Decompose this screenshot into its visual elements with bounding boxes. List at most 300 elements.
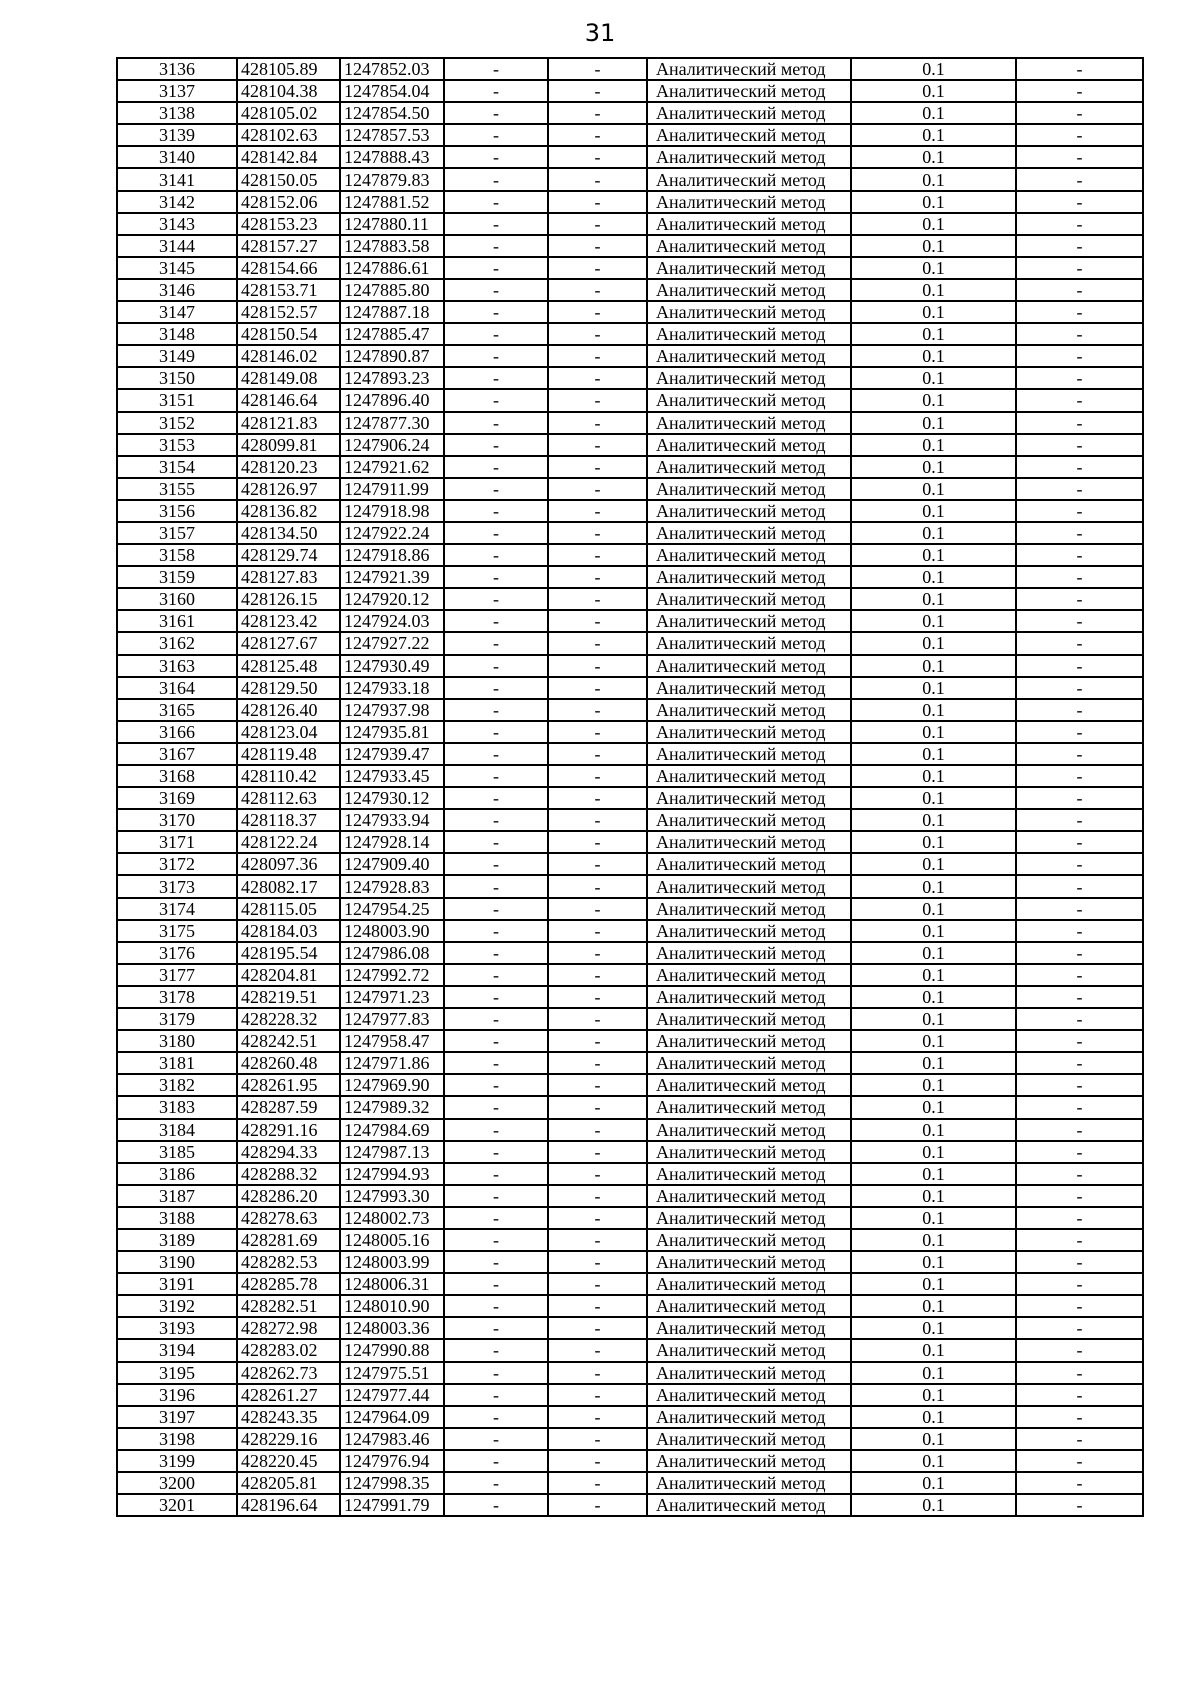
point-number-cell: 3171: [117, 831, 237, 853]
method-cell: Аналитический метод: [647, 80, 851, 102]
table-row: [117, 279, 1143, 301]
y-coordinate-cell: 1247975.51: [340, 1362, 444, 1384]
dash-cell: -: [1016, 920, 1143, 942]
accuracy-cell: 0.1: [851, 942, 1016, 964]
dash-cell: -: [444, 1008, 548, 1030]
accuracy-cell: 0.1: [851, 1163, 1016, 1185]
x-coordinate-cell: 428146.64: [237, 389, 340, 411]
point-number-cell: 3143: [117, 213, 237, 235]
dash-cell: -: [1016, 191, 1143, 213]
table-row: [117, 1251, 1143, 1273]
method-cell: Аналитический метод: [647, 765, 851, 787]
dash-cell: -: [1016, 1450, 1143, 1472]
method-cell: Аналитический метод: [647, 853, 851, 875]
accuracy-cell: 0.1: [851, 677, 1016, 699]
table-row: [117, 367, 1143, 389]
point-number-cell: 3149: [117, 345, 237, 367]
y-coordinate-cell: 1247921.62: [340, 456, 444, 478]
dash-cell: -: [1016, 1119, 1143, 1141]
dash-cell: -: [1016, 1472, 1143, 1494]
accuracy-cell: 0.1: [851, 1052, 1016, 1074]
accuracy-cell: 0.1: [851, 213, 1016, 235]
accuracy-cell: 0.1: [851, 58, 1016, 80]
accuracy-cell: 0.1: [851, 964, 1016, 986]
point-number-cell: 3168: [117, 765, 237, 787]
dash-cell: -: [444, 279, 548, 301]
dash-cell: -: [548, 721, 647, 743]
dash-cell: -: [548, 1251, 647, 1273]
dash-cell: -: [444, 964, 548, 986]
y-coordinate-cell: 1247854.50: [340, 102, 444, 124]
y-coordinate-cell: 1247857.53: [340, 124, 444, 146]
y-coordinate-cell: 1247918.86: [340, 544, 444, 566]
dash-cell: -: [548, 787, 647, 809]
x-coordinate-cell: 428228.32: [237, 1008, 340, 1030]
method-cell: Аналитический метод: [647, 1317, 851, 1339]
point-number-cell: 3181: [117, 1052, 237, 1074]
dash-cell: -: [444, 434, 548, 456]
x-coordinate-cell: 428122.24: [237, 831, 340, 853]
method-cell: Аналитический метод: [647, 632, 851, 654]
dash-cell: -: [548, 1295, 647, 1317]
x-coordinate-cell: 428105.89: [237, 58, 340, 80]
point-number-cell: 3162: [117, 632, 237, 654]
dash-cell: -: [444, 58, 548, 80]
y-coordinate-cell: 1247987.13: [340, 1141, 444, 1163]
dash-cell: -: [548, 588, 647, 610]
y-coordinate-cell: 1247927.22: [340, 632, 444, 654]
accuracy-cell: 0.1: [851, 235, 1016, 257]
method-cell: Аналитический метод: [647, 1406, 851, 1428]
table-row: [117, 898, 1143, 920]
dash-cell: -: [444, 500, 548, 522]
y-coordinate-cell: 1248010.90: [340, 1295, 444, 1317]
y-coordinate-cell: 1247909.40: [340, 853, 444, 875]
accuracy-cell: 0.1: [851, 1450, 1016, 1472]
dash-cell: -: [1016, 478, 1143, 500]
dash-cell: -: [548, 875, 647, 897]
accuracy-cell: 0.1: [851, 345, 1016, 367]
x-coordinate-cell: 428195.54: [237, 942, 340, 964]
point-number-cell: 3199: [117, 1450, 237, 1472]
method-cell: Аналитический метод: [647, 213, 851, 235]
method-cell: Аналитический метод: [647, 500, 851, 522]
accuracy-cell: 0.1: [851, 146, 1016, 168]
dash-cell: -: [444, 146, 548, 168]
point-number-cell: 3157: [117, 522, 237, 544]
table-row: [117, 721, 1143, 743]
table-row: [117, 1030, 1143, 1052]
dash-cell: -: [1016, 500, 1143, 522]
point-number-cell: 3163: [117, 655, 237, 677]
accuracy-cell: 0.1: [851, 831, 1016, 853]
dash-cell: -: [444, 1096, 548, 1118]
dash-cell: -: [444, 1119, 548, 1141]
method-cell: Аналитический метод: [647, 655, 851, 677]
table-row: [117, 1096, 1143, 1118]
dash-cell: -: [548, 920, 647, 942]
dash-cell: -: [444, 898, 548, 920]
dash-cell: -: [1016, 80, 1143, 102]
y-coordinate-cell: 1247977.44: [340, 1384, 444, 1406]
accuracy-cell: 0.1: [851, 500, 1016, 522]
y-coordinate-cell: 1247893.23: [340, 367, 444, 389]
accuracy-cell: 0.1: [851, 434, 1016, 456]
dash-cell: -: [1016, 853, 1143, 875]
dash-cell: -: [444, 1030, 548, 1052]
point-number-cell: 3179: [117, 1008, 237, 1030]
dash-cell: -: [548, 986, 647, 1008]
dash-cell: -: [1016, 1207, 1143, 1229]
point-number-cell: 3201: [117, 1494, 237, 1516]
dash-cell: -: [548, 1273, 647, 1295]
dash-cell: -: [444, 986, 548, 1008]
dash-cell: -: [444, 124, 548, 146]
dash-cell: -: [548, 610, 647, 632]
dash-cell: -: [444, 853, 548, 875]
dash-cell: -: [444, 235, 548, 257]
dash-cell: -: [1016, 721, 1143, 743]
dash-cell: -: [548, 146, 647, 168]
table-row: [117, 80, 1143, 102]
dash-cell: -: [444, 1428, 548, 1450]
method-cell: Аналитический метод: [647, 787, 851, 809]
dash-cell: -: [1016, 765, 1143, 787]
dash-cell: -: [548, 434, 647, 456]
dash-cell: -: [548, 389, 647, 411]
accuracy-cell: 0.1: [851, 1030, 1016, 1052]
method-cell: Аналитический метод: [647, 1339, 851, 1361]
x-coordinate-cell: 428150.54: [237, 323, 340, 345]
method-cell: Аналитический метод: [647, 58, 851, 80]
point-number-cell: 3146: [117, 279, 237, 301]
accuracy-cell: 0.1: [851, 1406, 1016, 1428]
x-coordinate-cell: 428146.02: [237, 345, 340, 367]
dash-cell: -: [444, 655, 548, 677]
y-coordinate-cell: 1247964.09: [340, 1406, 444, 1428]
accuracy-cell: 0.1: [851, 875, 1016, 897]
dash-cell: -: [1016, 367, 1143, 389]
y-coordinate-cell: 1247933.94: [340, 809, 444, 831]
dash-cell: -: [548, 1339, 647, 1361]
table-row: [117, 743, 1143, 765]
accuracy-cell: 0.1: [851, 124, 1016, 146]
accuracy-cell: 0.1: [851, 456, 1016, 478]
dash-cell: -: [444, 301, 548, 323]
dash-cell: -: [548, 191, 647, 213]
accuracy-cell: 0.1: [851, 986, 1016, 1008]
method-cell: Аналитический метод: [647, 1074, 851, 1096]
x-coordinate-cell: 428126.97: [237, 478, 340, 500]
point-number-cell: 3178: [117, 986, 237, 1008]
table-row: [117, 765, 1143, 787]
x-coordinate-cell: 428127.67: [237, 632, 340, 654]
point-number-cell: 3174: [117, 898, 237, 920]
dash-cell: -: [548, 124, 647, 146]
dash-cell: -: [444, 566, 548, 588]
dash-cell: -: [444, 875, 548, 897]
method-cell: Аналитический метод: [647, 323, 851, 345]
dash-cell: -: [548, 1362, 647, 1384]
x-coordinate-cell: 428102.63: [237, 124, 340, 146]
dash-cell: -: [548, 1428, 647, 1450]
accuracy-cell: 0.1: [851, 168, 1016, 190]
method-cell: Аналитический метод: [647, 191, 851, 213]
table-row: [117, 1428, 1143, 1450]
accuracy-cell: 0.1: [851, 588, 1016, 610]
point-number-cell: 3139: [117, 124, 237, 146]
x-coordinate-cell: 428205.81: [237, 1472, 340, 1494]
dash-cell: -: [548, 1406, 647, 1428]
x-coordinate-cell: 428243.35: [237, 1406, 340, 1428]
y-coordinate-cell: 1247885.47: [340, 323, 444, 345]
dash-cell: -: [444, 345, 548, 367]
table-row: [117, 58, 1143, 80]
dash-cell: -: [548, 831, 647, 853]
dash-cell: -: [444, 721, 548, 743]
table-row: [117, 301, 1143, 323]
method-cell: Аналитический метод: [647, 1362, 851, 1384]
y-coordinate-cell: 1247983.46: [340, 1428, 444, 1450]
accuracy-cell: 0.1: [851, 1141, 1016, 1163]
dash-cell: -: [548, 1008, 647, 1030]
y-coordinate-cell: 1247939.47: [340, 743, 444, 765]
x-coordinate-cell: 428282.53: [237, 1251, 340, 1273]
x-coordinate-cell: 428220.45: [237, 1450, 340, 1472]
table-row: [117, 1339, 1143, 1361]
accuracy-cell: 0.1: [851, 301, 1016, 323]
y-coordinate-cell: 1247920.12: [340, 588, 444, 610]
method-cell: Аналитический метод: [647, 1185, 851, 1207]
method-cell: Аналитический метод: [647, 478, 851, 500]
method-cell: Аналитический метод: [647, 235, 851, 257]
accuracy-cell: 0.1: [851, 1207, 1016, 1229]
x-coordinate-cell: 428123.04: [237, 721, 340, 743]
x-coordinate-cell: 428118.37: [237, 809, 340, 831]
y-coordinate-cell: 1247854.04: [340, 80, 444, 102]
dash-cell: -: [444, 257, 548, 279]
dash-cell: -: [548, 1317, 647, 1339]
method-cell: Аналитический метод: [647, 1428, 851, 1450]
y-coordinate-cell: 1247883.58: [340, 235, 444, 257]
y-coordinate-cell: 1247852.03: [340, 58, 444, 80]
dash-cell: -: [548, 412, 647, 434]
y-coordinate-cell: 1247998.35: [340, 1472, 444, 1494]
dash-cell: -: [444, 80, 548, 102]
table-row: [117, 1406, 1143, 1428]
method-cell: Аналитический метод: [647, 1163, 851, 1185]
point-number-cell: 3151: [117, 389, 237, 411]
x-coordinate-cell: 428142.84: [237, 146, 340, 168]
dash-cell: -: [444, 1074, 548, 1096]
point-number-cell: 3142: [117, 191, 237, 213]
dash-cell: -: [548, 1163, 647, 1185]
x-coordinate-cell: 428157.27: [237, 235, 340, 257]
method-cell: Аналитический метод: [647, 146, 851, 168]
dash-cell: -: [1016, 1428, 1143, 1450]
x-coordinate-cell: 428261.27: [237, 1384, 340, 1406]
dash-cell: -: [1016, 1141, 1143, 1163]
table-row: [117, 1295, 1143, 1317]
point-number-cell: 3185: [117, 1141, 237, 1163]
dash-cell: -: [548, 235, 647, 257]
y-coordinate-cell: 1247984.69: [340, 1119, 444, 1141]
dash-cell: -: [1016, 456, 1143, 478]
x-coordinate-cell: 428286.20: [237, 1185, 340, 1207]
dash-cell: -: [1016, 1163, 1143, 1185]
dash-cell: -: [1016, 1251, 1143, 1273]
point-number-cell: 3148: [117, 323, 237, 345]
x-coordinate-cell: 428125.48: [237, 655, 340, 677]
dash-cell: -: [1016, 632, 1143, 654]
dash-cell: -: [1016, 1406, 1143, 1428]
method-cell: Аналитический метод: [647, 367, 851, 389]
accuracy-cell: 0.1: [851, 1074, 1016, 1096]
table-row: [117, 588, 1143, 610]
y-coordinate-cell: 1247992.72: [340, 964, 444, 986]
dash-cell: -: [548, 367, 647, 389]
table-row: [117, 146, 1143, 168]
x-coordinate-cell: 428229.16: [237, 1428, 340, 1450]
accuracy-cell: 0.1: [851, 1339, 1016, 1361]
method-cell: Аналитический метод: [647, 964, 851, 986]
method-cell: Аналитический метод: [647, 124, 851, 146]
dash-cell: -: [548, 898, 647, 920]
method-cell: Аналитический метод: [647, 434, 851, 456]
dash-cell: -: [548, 699, 647, 721]
x-coordinate-cell: 428152.06: [237, 191, 340, 213]
dash-cell: -: [548, 1141, 647, 1163]
y-coordinate-cell: 1248003.90: [340, 920, 444, 942]
x-coordinate-cell: 428291.16: [237, 1119, 340, 1141]
dash-cell: -: [1016, 434, 1143, 456]
dash-cell: -: [1016, 1317, 1143, 1339]
method-cell: Аналитический метод: [647, 102, 851, 124]
point-number-cell: 3197: [117, 1406, 237, 1428]
y-coordinate-cell: 1247922.24: [340, 522, 444, 544]
x-coordinate-cell: 428082.17: [237, 875, 340, 897]
x-coordinate-cell: 428105.02: [237, 102, 340, 124]
point-number-cell: 3161: [117, 610, 237, 632]
point-number-cell: 3164: [117, 677, 237, 699]
point-number-cell: 3186: [117, 1163, 237, 1185]
accuracy-cell: 0.1: [851, 1384, 1016, 1406]
x-coordinate-cell: 428204.81: [237, 964, 340, 986]
dash-cell: -: [548, 58, 647, 80]
point-number-cell: 3147: [117, 301, 237, 323]
table-row: [117, 1141, 1143, 1163]
dash-cell: -: [548, 853, 647, 875]
point-number-cell: 3188: [117, 1207, 237, 1229]
y-coordinate-cell: 1248003.99: [340, 1251, 444, 1273]
accuracy-cell: 0.1: [851, 765, 1016, 787]
y-coordinate-cell: 1247924.03: [340, 610, 444, 632]
table-row: [117, 456, 1143, 478]
x-coordinate-cell: 428150.05: [237, 168, 340, 190]
x-coordinate-cell: 428126.40: [237, 699, 340, 721]
accuracy-cell: 0.1: [851, 632, 1016, 654]
x-coordinate-cell: 428121.83: [237, 412, 340, 434]
method-cell: Аналитический метод: [647, 1494, 851, 1516]
dash-cell: -: [1016, 986, 1143, 1008]
y-coordinate-cell: 1247911.99: [340, 478, 444, 500]
dash-cell: -: [1016, 544, 1143, 566]
table-row: [117, 853, 1143, 875]
dash-cell: -: [1016, 588, 1143, 610]
dash-cell: -: [444, 920, 548, 942]
dash-cell: -: [444, 456, 548, 478]
method-cell: Аналитический метод: [647, 522, 851, 544]
table-row: [117, 544, 1143, 566]
dash-cell: -: [444, 632, 548, 654]
x-coordinate-cell: 428287.59: [237, 1096, 340, 1118]
point-number-cell: 3153: [117, 434, 237, 456]
dash-cell: -: [444, 942, 548, 964]
accuracy-cell: 0.1: [851, 367, 1016, 389]
method-cell: Аналитический метод: [647, 677, 851, 699]
accuracy-cell: 0.1: [851, 655, 1016, 677]
method-cell: Аналитический метод: [647, 1229, 851, 1251]
dash-cell: -: [444, 1494, 548, 1516]
table-row: [117, 522, 1143, 544]
dash-cell: -: [1016, 942, 1143, 964]
dash-cell: -: [444, 1472, 548, 1494]
dash-cell: -: [548, 1384, 647, 1406]
y-coordinate-cell: 1247890.87: [340, 345, 444, 367]
dash-cell: -: [1016, 522, 1143, 544]
accuracy-cell: 0.1: [851, 809, 1016, 831]
point-number-cell: 3200: [117, 1472, 237, 1494]
table-row: [117, 986, 1143, 1008]
dash-cell: -: [444, 522, 548, 544]
dash-cell: -: [1016, 412, 1143, 434]
dash-cell: -: [444, 1141, 548, 1163]
x-coordinate-cell: 428129.74: [237, 544, 340, 566]
point-number-cell: 3138: [117, 102, 237, 124]
accuracy-cell: 0.1: [851, 1185, 1016, 1207]
dash-cell: -: [548, 456, 647, 478]
y-coordinate-cell: 1247976.94: [340, 1450, 444, 1472]
table-row: [117, 1273, 1143, 1295]
x-coordinate-cell: 428120.23: [237, 456, 340, 478]
dash-cell: -: [548, 345, 647, 367]
dash-cell: -: [444, 610, 548, 632]
table-row: [117, 942, 1143, 964]
dash-cell: -: [1016, 1096, 1143, 1118]
dash-cell: -: [548, 1207, 647, 1229]
dash-cell: -: [1016, 1339, 1143, 1361]
dash-cell: -: [548, 1030, 647, 1052]
x-coordinate-cell: 428281.69: [237, 1229, 340, 1251]
table-row: [117, 389, 1143, 411]
y-coordinate-cell: 1247954.25: [340, 898, 444, 920]
method-cell: Аналитический метод: [647, 610, 851, 632]
y-coordinate-cell: 1247993.30: [340, 1185, 444, 1207]
y-coordinate-cell: 1248006.31: [340, 1273, 444, 1295]
point-number-cell: 3145: [117, 257, 237, 279]
dash-cell: -: [444, 743, 548, 765]
table-row: [117, 610, 1143, 632]
dash-cell: -: [1016, 235, 1143, 257]
dash-cell: -: [1016, 146, 1143, 168]
y-coordinate-cell: 1247977.83: [340, 1008, 444, 1030]
dash-cell: -: [1016, 699, 1143, 721]
table-row: [117, 1074, 1143, 1096]
dash-cell: -: [444, 1273, 548, 1295]
method-cell: Аналитический метод: [647, 544, 851, 566]
point-number-cell: 3166: [117, 721, 237, 743]
dash-cell: -: [548, 566, 647, 588]
